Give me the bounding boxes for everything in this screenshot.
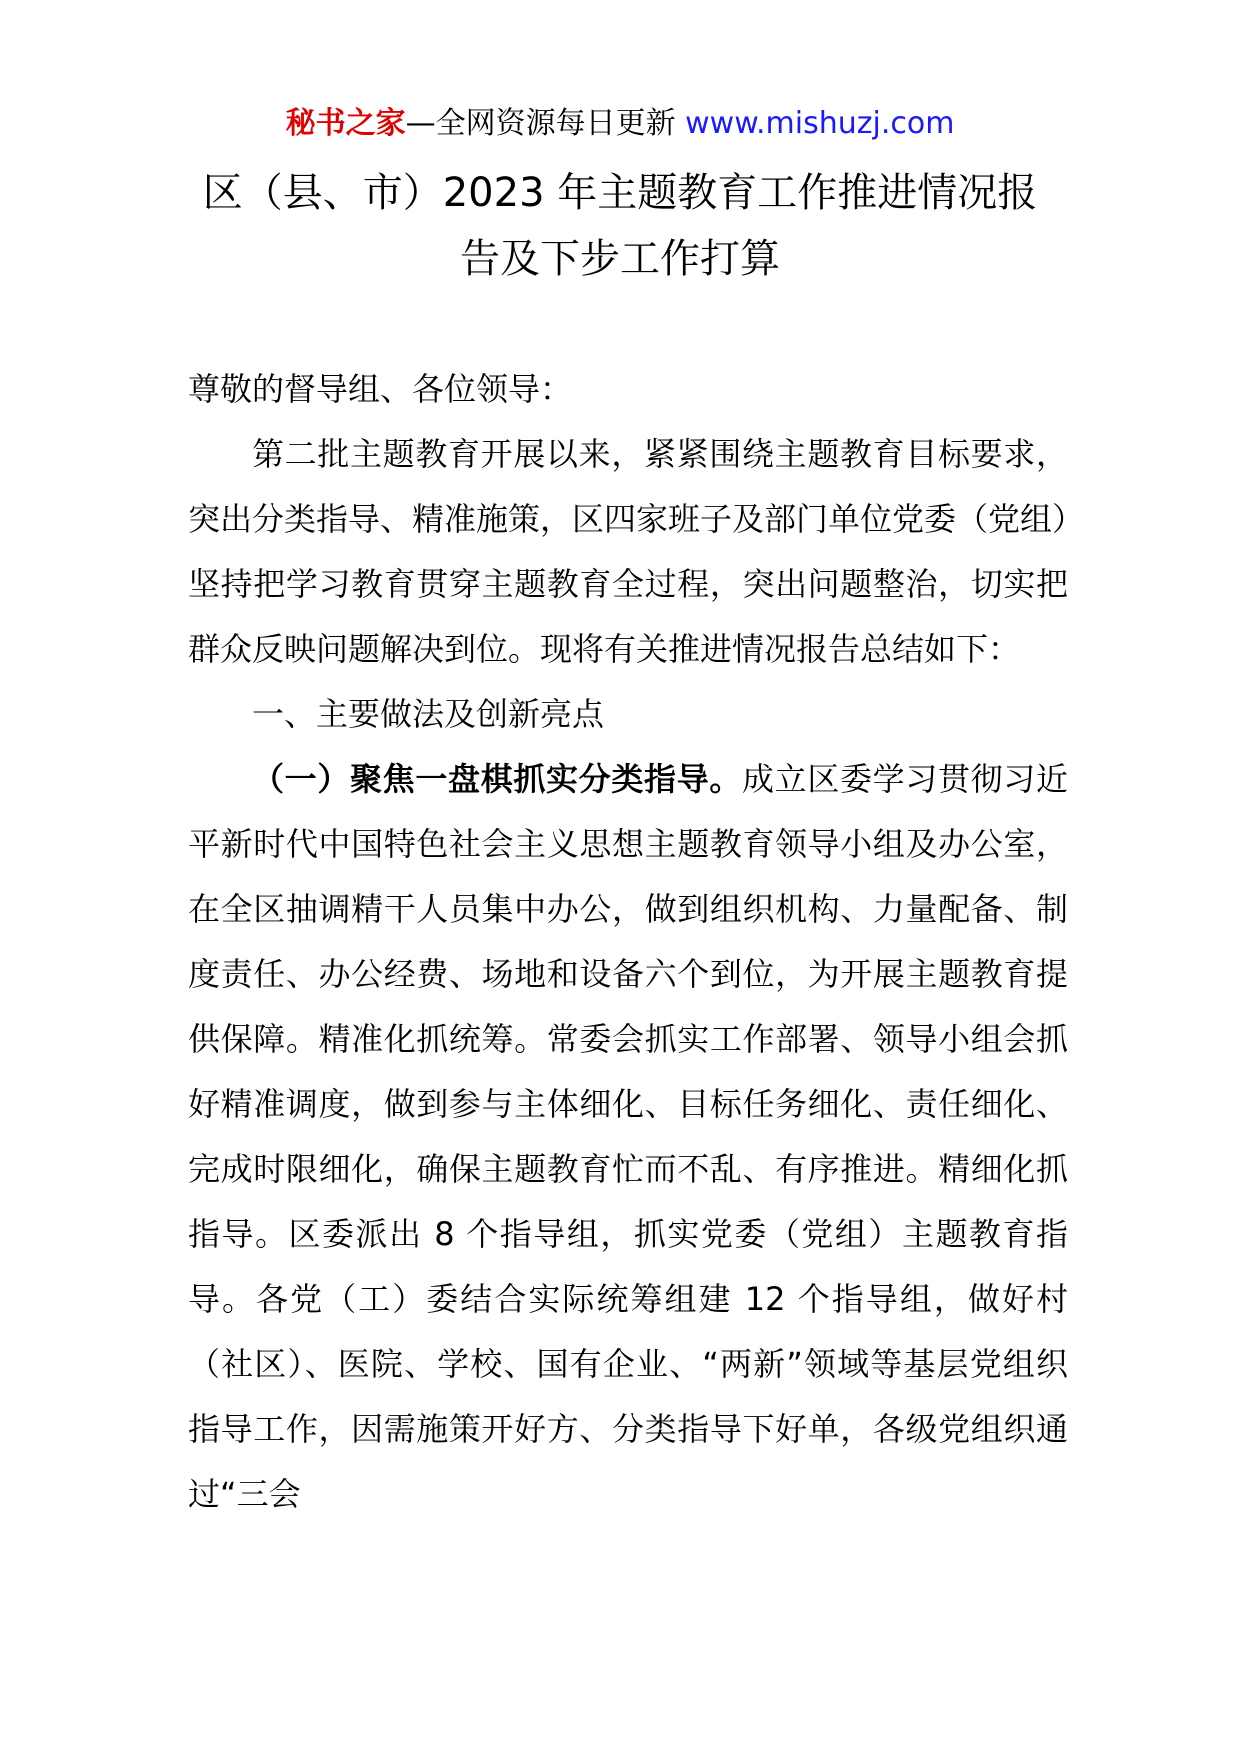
subsection-text-1: 成立区委学习贯彻习近平新时代中国特色社会主义思想主题教育领导小组及办公室，在全区抽调精干人员集中办公，做到组织机构、力量配备、制度责任、办公经费、场地和设备六个到位，为开展主题教育提供保障。精准化抓统筹。常委会抓实工作部署、领导小组会抓好精准调度，做到参与主体细化、目标任务细化、责任细化、完成时限细化，确保主题教育忙而不乱、有序推进。精细化抓指导。区委派出 8 个指导组，抓实党委（党组）主题教育指导。各党（工）委结合实际统筹组建 12 个指导组，做好村（社区）、医院、学校、国有企业、“两新”领域等基层党组织指导工作，因需施策开好方、分类指导下好单，各级党组织通过“三会 <box>188 760 1068 1513</box>
subsection-lead-1: （一）聚焦一盘棋抓实分类指导。 <box>252 760 742 798</box>
document-title <box>120 160 1120 292</box>
intro-paragraph: 第二批主题教育开展以来，紧紧围绕主题教育目标要求，突出分类指导、精准施策，区四家班子及部门单位党委（党组）坚持把学习教育贯穿主题教育全过程，突出问题整治，切实把群众反映问题解决到位。现将有关推进情况报告总结如下： <box>188 435 1069 668</box>
salutation: 尊敬的督导组、各位领导： <box>188 370 573 408</box>
site-header <box>0 98 1240 150</box>
document-title-line-2: 告及下步工作打算 <box>460 236 780 282</box>
document-title-line-1: 区（县、市）2023 年主题教育工作推进情况报 <box>202 170 1038 216</box>
site-brand: 秘书之家 <box>285 106 406 141</box>
document-body <box>188 357 1068 1527</box>
site-url[interactable]: www.mishuzj.com <box>685 106 955 141</box>
section-heading-1: 一、主要做法及创新亮点 <box>252 695 605 733</box>
subsection-paragraph-1 <box>188 747 1068 1527</box>
site-tagline: —全网资源每日更新 <box>405 106 686 141</box>
